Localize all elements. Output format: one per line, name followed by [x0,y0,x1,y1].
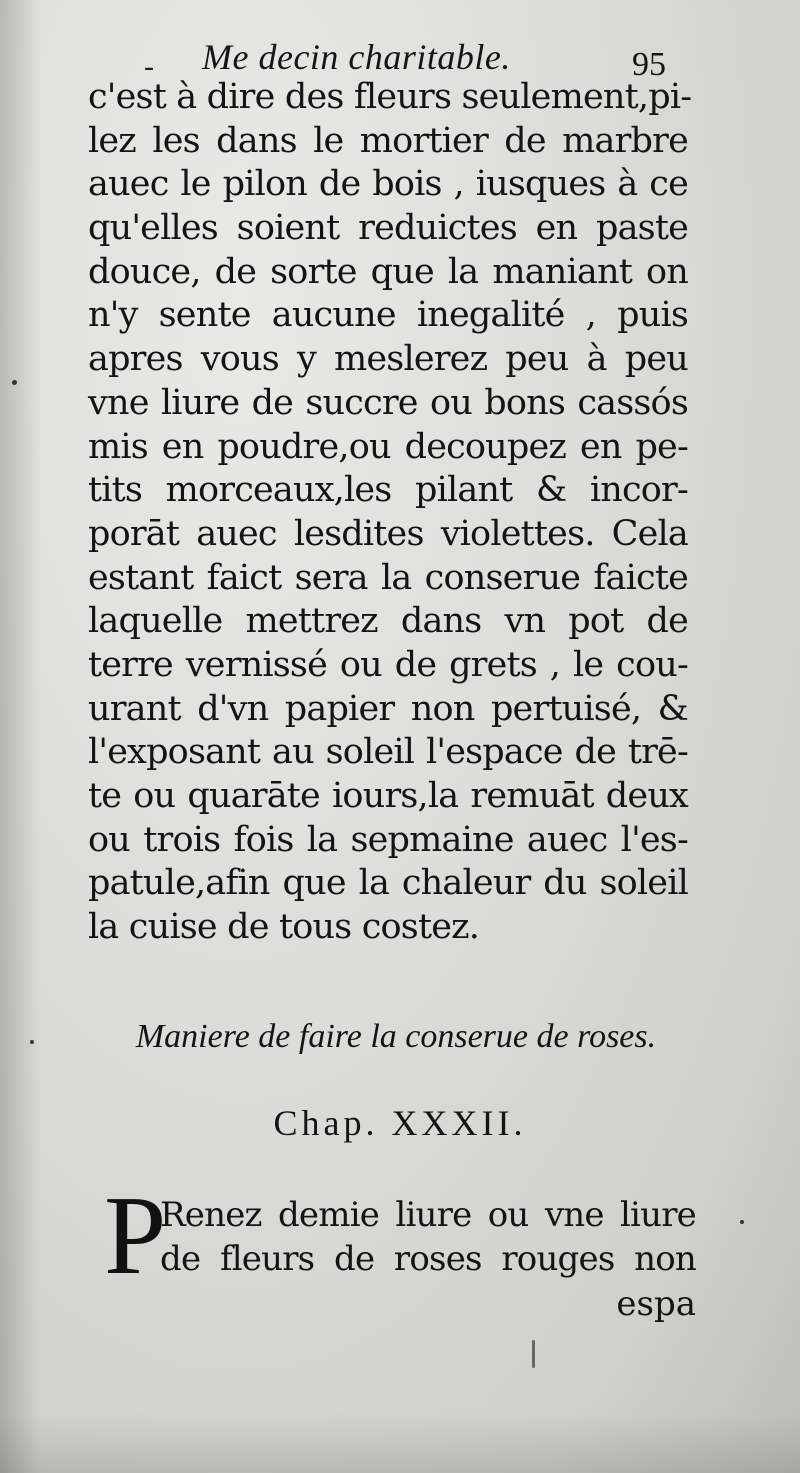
body-line: urant d'vn papier non pertuisé, & [88,688,688,729]
body-line: ou trois fois la sepmaine auec l'es- [88,819,688,860]
catchword: espa [616,1284,696,1324]
body-line: tits morceaux,les pilant & incor- [88,470,688,511]
drop-cap: P [104,1174,167,1298]
body-line: laquelle mettrez dans vn pot de [88,601,688,642]
body-line: c'est à dire des fleurs seulement,pi- [88,77,692,117]
page-edge-shadow [0,0,40,1473]
body-line: patule,afin que la chaleur du soleil [88,863,688,904]
body-line: apres vous y meslerez peu à peu [88,339,688,380]
body-line: vne liure de succre ou bons cassós [88,382,688,423]
body-line: auec le pilon de bois , iusques à ce [88,164,688,205]
ink-speck [30,1040,34,1044]
body-line: l'exposant au soleil l'espace de trē- [88,732,688,773]
section-subtitle: Maniere de faire la conserue de roses. [135,1018,657,1055]
body-text [88,76,692,950]
body-line: lez les dans le mortier de marbre [88,120,688,161]
ink-speck [740,1220,744,1224]
body-line: qu'elles soient reduictes en paste [88,208,688,249]
running-head [140,32,700,82]
body-line: mis en poudre,ou decoupez en pe- [88,426,688,467]
paragraph-two [160,1194,696,1281]
paragraph-two-line: Renez demie liure ou vne liure [160,1195,696,1235]
running-head-title: Me decin charitable. [202,37,511,77]
ink-speck [12,380,17,385]
page-number: 95 [632,46,666,83]
body-line: estant faict sera la conserue faicte [88,557,688,598]
running-head-marker: - [144,50,154,83]
chapter-heading: Chap. XXXII. [273,1103,527,1143]
page-bottom-shadow [0,1413,800,1473]
body-line: n'y sente aucune inegalité , puis [88,295,688,336]
body-line: te ou quarāte iours,la remuāt deux [88,776,688,816]
ink-speck [532,1340,535,1368]
paragraph-two-line: de fleurs de roses rouges non [160,1238,696,1279]
body-line: la cuise de tous costez. [88,907,480,948]
body-line: douce, de sorte que la maniant on [88,251,688,292]
body-line: terre vernissé ou de grets , le cou- [88,644,688,685]
body-line: porāt auec lesdites violettes. Cela [88,513,688,554]
